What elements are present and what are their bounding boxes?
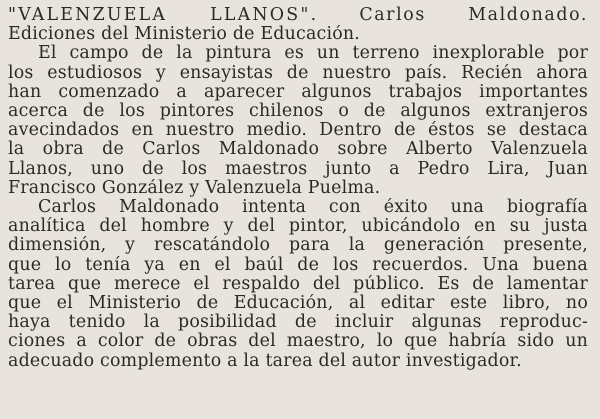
review-line: El campo de la pintura es un terreno inexplorable por xyxy=(38,44,588,64)
review-line: los estudiosos y ensayistas de nuestro país. Recién ahora xyxy=(8,63,588,83)
book-author: Carlos Maldonado. xyxy=(359,6,588,25)
review-line: adecuado complemento a la tarea del autor investigador. xyxy=(8,351,522,371)
review-line: haya tenido la posibilidad de incluir algunas reproduc- xyxy=(8,313,588,333)
review-line: analítica del hombre y del pintor, ubicándolo en su justa xyxy=(8,217,588,237)
review-line: Carlos Maldonado intenta con éxito una biografía xyxy=(38,198,588,218)
review-line: que lo tenía ya en el baúl de los recuerdos. Una buena xyxy=(8,255,588,275)
review-line: han comenzado a aparecer algunos trabajos importantes xyxy=(8,82,588,102)
review-paragraph-1 xyxy=(8,44,588,198)
review-heading xyxy=(8,6,588,25)
review-paragraph-2 xyxy=(8,198,588,371)
review-line: avecindados en nuestro medio. Dentro de éstos se destaca xyxy=(8,121,588,141)
review-line: Francisco González y Valenzuela Puelma. xyxy=(8,178,381,198)
review-line: la obra de Carlos Maldonado sobre Alberto Valenzuela xyxy=(8,140,588,160)
review-line: acerca de los pintores chilenos o de algunos extranjeros xyxy=(8,102,588,122)
review-line: ciones a color de obras del maestro, lo que habría sido un xyxy=(8,332,588,352)
review-line: tarea que merece el respaldo del público. Es de lamentar xyxy=(8,274,588,294)
book-title: "VALENZUELA LLANOS". xyxy=(8,6,319,25)
book-publisher: Ediciones del Ministerio de Educación. xyxy=(8,25,361,45)
review-line: Llanos, uno de los maestros junto a Pedro Lira, Juan xyxy=(8,159,588,179)
review-line: dimensión, y rescatándolo para la generación presente, xyxy=(8,236,588,256)
review-line: que el Ministerio de Educación, al editar este libro, no xyxy=(8,294,588,314)
